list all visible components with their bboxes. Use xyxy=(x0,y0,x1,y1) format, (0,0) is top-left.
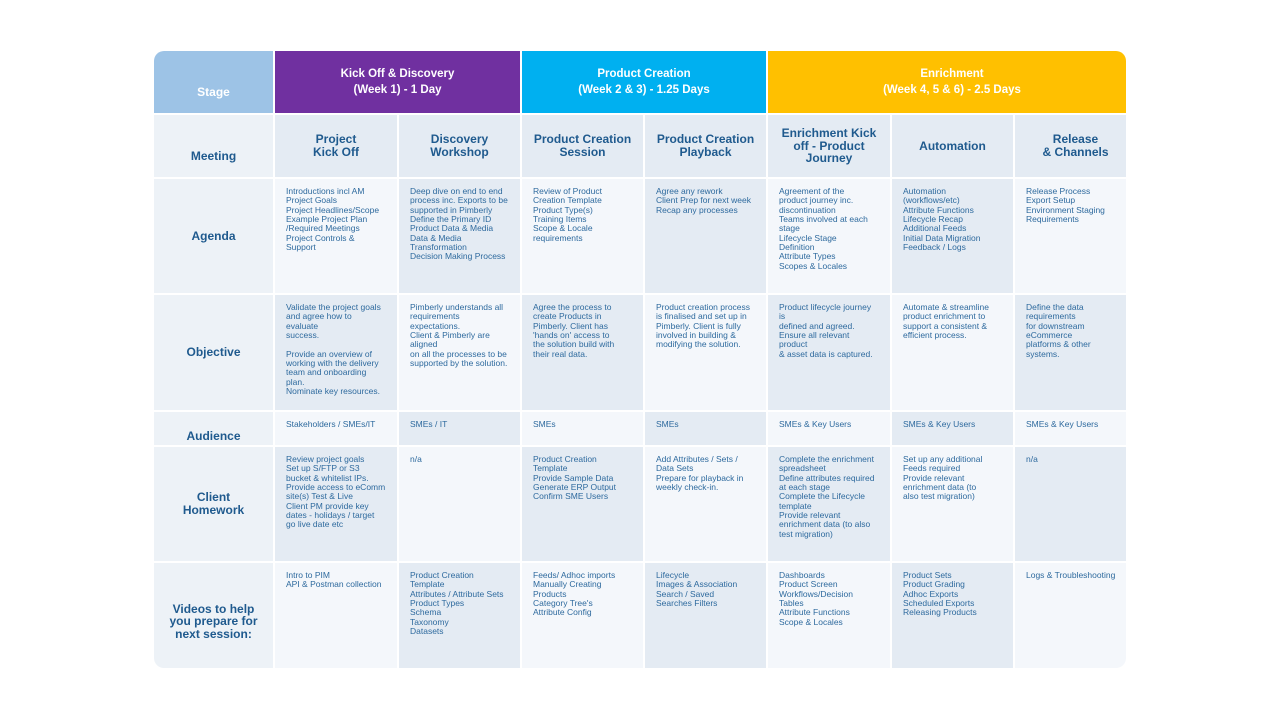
audience-cell: SMEs xyxy=(522,412,643,445)
agenda-cell: Introductions incl AM Project Goals Project Headlines/Scope Example Project Plan /Required Meetings Project Controls & Support xyxy=(275,179,397,293)
phase-duration: (Week 2 & 3) - 1.25 Days xyxy=(578,84,710,96)
phase-header-kickoff xyxy=(275,51,520,113)
meeting-discovery-workshop: Discovery Workshop xyxy=(399,115,520,177)
objective-cell: Product lifecycle journey is defined and agreed. Ensure all relevant product & asset data is captured. xyxy=(768,295,890,410)
agenda-cell: Deep dive on end to end process inc. Exports to be supported in Pimberly Define the Primary ID Product Data & Media Data & Media Transformation Decision Making Process xyxy=(399,179,520,293)
meeting-enrichment-kickoff: Enrichment Kick off - Product Journey xyxy=(768,115,890,177)
videos-cell: Feeds/ Adhoc imports Manually Creating Products Category Tree's Attribute Config xyxy=(522,563,643,668)
videos-cell: Product Sets Product Grading Adhoc Exports Scheduled Exports Releasing Products xyxy=(892,563,1013,668)
audience-cell: Stakeholders / SMEs/IT xyxy=(275,412,397,445)
objective-cell: Pimberly understands all requirements expectations. Client & Pimberly are aligned on all the processes to be supported by the solution. xyxy=(399,295,520,410)
objective-cell: Product creation process is finalised and set up in Pimberly. Client is fully involved in building & modifying the solution. xyxy=(645,295,766,410)
row-label-audience: Audience xyxy=(154,412,273,445)
meeting-release-channels: Release & Channels xyxy=(1015,115,1126,177)
homework-cell: n/a xyxy=(399,447,520,561)
videos-cell: Lifecycle Images & Association Search / Saved Searches Filters xyxy=(645,563,766,668)
meeting-automation: Automation xyxy=(892,115,1013,177)
stage-header xyxy=(154,51,273,113)
videos-cell: Dashboards Product Screen Workflows/Decision Tables Attribute Functions Scope & Locales xyxy=(768,563,890,668)
objective-cell: Agree the process to create Products in Pimberly. Client has 'hands on' access to the solution build with their real data. xyxy=(522,295,643,410)
audience-cell: SMEs xyxy=(645,412,766,445)
phase-title: Kick Off & Discovery xyxy=(340,67,455,80)
meeting-product-creation-session: Product Creation Session xyxy=(522,115,643,177)
audience-cell: SMEs & Key Users xyxy=(1015,412,1126,445)
row-label-meeting: Meeting xyxy=(154,115,273,177)
phase-duration: (Week 4, 5 & 6) - 2.5 Days xyxy=(883,84,1021,96)
phase-header-enrichment xyxy=(768,51,1126,113)
stage-label: Stage xyxy=(197,85,230,99)
videos-cell: Logs & Troubleshooting xyxy=(1015,563,1126,668)
agenda-cell: Agreement of the product journey inc. discontinuation Teams involved at each stage Lifecycle Stage Definition Attribute Types Scopes & Locales xyxy=(768,179,890,293)
agenda-cell: Release Process Export Setup Environment Staging Requirements xyxy=(1015,179,1126,293)
homework-cell: Add Attributes / Sets / Data Sets Prepare for playback in weekly check-in. xyxy=(645,447,766,561)
meeting-project-kick-off: Project Kick Off xyxy=(275,115,397,177)
objective-cell: Automate & streamline product enrichment to support a consistent & efficient process. xyxy=(892,295,1013,410)
homework-cell: Complete the enrichment spreadsheet Define attributes required at each stage Complete the Lifecycle template Provide relevant enrichment data (to also test migration) xyxy=(768,447,890,561)
homework-cell: Review project goals Set up S/FTP or S3 bucket & whitelist IPs. Provide access to eComm site(s) Test & Live Client PM provide key dates - holidays / target go live date etc xyxy=(275,447,397,561)
homework-cell: Product Creation Template Provide Sample Data Generate ERP Output Confirm SME Users xyxy=(522,447,643,561)
homework-cell: n/a xyxy=(1015,447,1126,561)
agenda-cell: Agree any rework Client Prep for next week Recap any processes xyxy=(645,179,766,293)
objective-cell: Define the data requirements for downstream eCommerce platforms & other systems. xyxy=(1015,295,1126,410)
phase-header-product-creation xyxy=(522,51,766,113)
homework-cell: Set up any additional Feeds required Provide relevant enrichment data (to also test migration) xyxy=(892,447,1013,561)
row-label-agenda: Agenda xyxy=(154,179,273,293)
agenda-cell: Review of Product Creation Template Product Type(s) Training Items Scope & Locale requirements xyxy=(522,179,643,293)
phase-duration: (Week 1) - 1 Day xyxy=(353,84,442,96)
audience-cell: SMEs / IT xyxy=(399,412,520,445)
meeting-product-creation-playback: Product Creation Playback xyxy=(645,115,766,177)
phase-title: Enrichment xyxy=(920,67,984,80)
agenda-cell: Automation (workflows/etc) Attribute Functions Lifecycle Recap Additional Feeds Initial Data Migration Feedback / Logs xyxy=(892,179,1013,293)
phase-title: Product Creation xyxy=(597,67,691,80)
row-label-client-homework: Client Homework xyxy=(154,447,273,561)
videos-cell: Intro to PIM API & Postman collection xyxy=(275,563,397,668)
audience-cell: SMEs & Key Users xyxy=(892,412,1013,445)
objective-cell: Validate the project goals and agree how to evaluate success. Provide an overview of working with the delivery team and onboarding plan. Nominate key resources. xyxy=(275,295,397,410)
videos-cell: Product Creation Template Attributes / Attribute Sets Product Types Schema Taxonomy Datasets xyxy=(399,563,520,668)
row-label-objective: Objective xyxy=(154,295,273,410)
onboarding-schedule-table xyxy=(154,51,1126,668)
audience-cell: SMEs & Key Users xyxy=(768,412,890,445)
row-label-videos: Videos to help you prepare for next session: xyxy=(154,563,273,668)
